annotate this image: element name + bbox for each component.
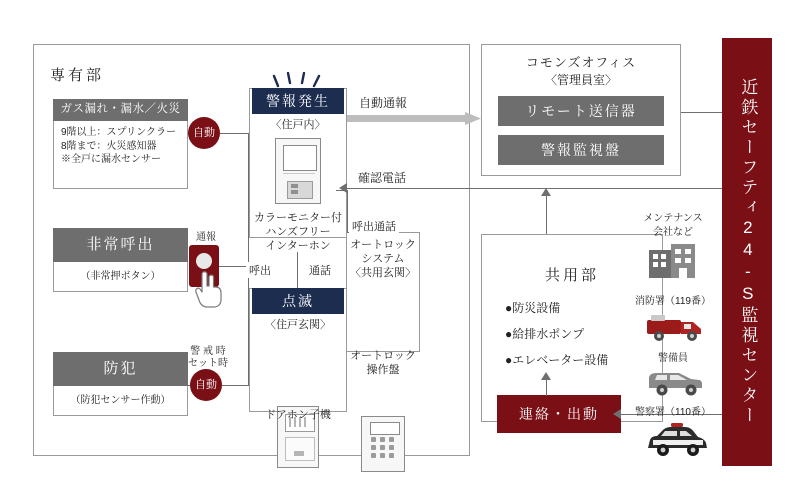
emergency-call-detail: （非常押ボタン）	[80, 270, 161, 282]
police-station-icon	[645, 422, 711, 460]
shared-area-item-1: ●防災設備	[505, 301, 561, 315]
color-monitor-caption-3: インターホン	[265, 240, 331, 252]
gas-water-fire-heading: ガス漏れ・漏水／火災	[53, 99, 188, 121]
remote-transmitter-box: リモート送信器	[498, 96, 664, 126]
alert-set-note-line2: セット時	[188, 358, 228, 369]
connector-badge-to-doorphone	[222, 385, 248, 386]
blink-subtitle: 〈住戸玄関〉	[265, 319, 331, 331]
autolock-caption-2: システム	[361, 253, 405, 265]
gas-water-fire-detail-1: 9階以上：スプリンクラー	[61, 127, 176, 138]
alarm-occurrence-title: 警報発生	[252, 88, 344, 114]
dispatch-to-shared-line	[546, 380, 547, 396]
shared-area-item-2: ●給排水ポンプ	[505, 327, 585, 341]
gas-water-fire-detail-3: ※全戸に漏水センサー	[61, 154, 161, 165]
shared-area-title: 共用部	[544, 267, 599, 284]
security-guard-icon	[645, 366, 707, 398]
gas-water-fire-detail-2: 8階まで：火災感知器	[61, 140, 157, 152]
commons-office-title: コモンズオフィス	[525, 55, 637, 70]
crime-prevention-box	[53, 352, 188, 416]
report-badge-label: 通報	[196, 232, 216, 243]
call-talk-label: 呼出通話	[349, 218, 399, 234]
shared-to-office-arrowhead	[541, 188, 551, 196]
color-monitor-intercom-device	[275, 138, 321, 204]
talk-label: 通話	[306, 262, 334, 278]
connector-autolock-vertical	[347, 190, 348, 233]
dispatch-to-shared-arrowhead	[541, 372, 551, 380]
maintenance-company-caption-1: メンテナンス	[643, 213, 703, 224]
call-label: 呼出	[246, 262, 274, 278]
contact-dispatch-box: 連絡・出動	[497, 395, 621, 433]
doorphone-caption: ドアホン子機	[265, 409, 331, 421]
maintenance-company-icon	[645, 240, 701, 280]
fire-station-icon	[645, 310, 707, 344]
crime-prevention-heading: 防犯	[53, 352, 188, 386]
confirm-call-arrowhead	[339, 183, 347, 193]
auto-report-label: 自動通報	[356, 94, 410, 111]
autolock-device-caption-1: オートロック	[350, 350, 416, 362]
auto-report-arrow	[347, 112, 482, 126]
autolock-caption-3: 〈共用玄関〉	[350, 267, 416, 279]
emergency-call-heading: 非常呼出	[53, 228, 188, 262]
blink-title: 点滅	[252, 288, 344, 314]
confirm-call-label: 確認電話	[355, 169, 409, 186]
auto-badge-crime: 自動	[190, 369, 222, 401]
connector-badge-to-alarm-1	[220, 133, 248, 134]
crime-prevention-detail: （防犯センサー作動）	[70, 394, 171, 406]
alarm-radiate-icon	[272, 72, 326, 88]
autolock-panel-device	[361, 416, 405, 472]
emergency-call-box	[53, 228, 188, 292]
shared-area-item-3: ●エレベーター設備	[505, 353, 609, 367]
commons-office-subtitle: 〈管理員室〉	[544, 73, 617, 87]
shared-to-office-line	[546, 196, 547, 234]
auto-badge-fire: 自動	[188, 117, 220, 149]
hand-icon	[192, 268, 226, 308]
monitoring-center-banner: 近鉄セーフティ24‑S監視センター	[722, 38, 772, 466]
maintenance-company-caption-2: 会社など	[653, 227, 693, 238]
private-area-title: 専有部	[50, 67, 105, 84]
alarm-monitor-panel-box: 警報監視盤	[498, 135, 664, 165]
police-station-caption: 警察署（110番）	[635, 407, 711, 418]
autolock-caption-1: オートロック	[350, 239, 416, 251]
center-to-dispatch-arrowhead	[613, 409, 621, 419]
gas-water-fire-box	[53, 99, 188, 189]
autolock-device-caption-2: 操作盤	[366, 364, 400, 376]
security-guard-caption: 警備員	[658, 353, 688, 364]
connector-indoor-entrance	[297, 252, 298, 288]
connector-emergency-right	[219, 266, 248, 267]
color-monitor-caption-2: ハンズフリー	[265, 226, 331, 238]
alert-set-note-line1: 警 戒 時	[190, 346, 226, 357]
alarm-occurrence-subtitle: 〈住戸内〉	[270, 119, 326, 131]
fire-station-caption: 消防署（119番）	[635, 296, 711, 307]
color-monitor-caption-1: カラーモニター付	[254, 212, 342, 224]
